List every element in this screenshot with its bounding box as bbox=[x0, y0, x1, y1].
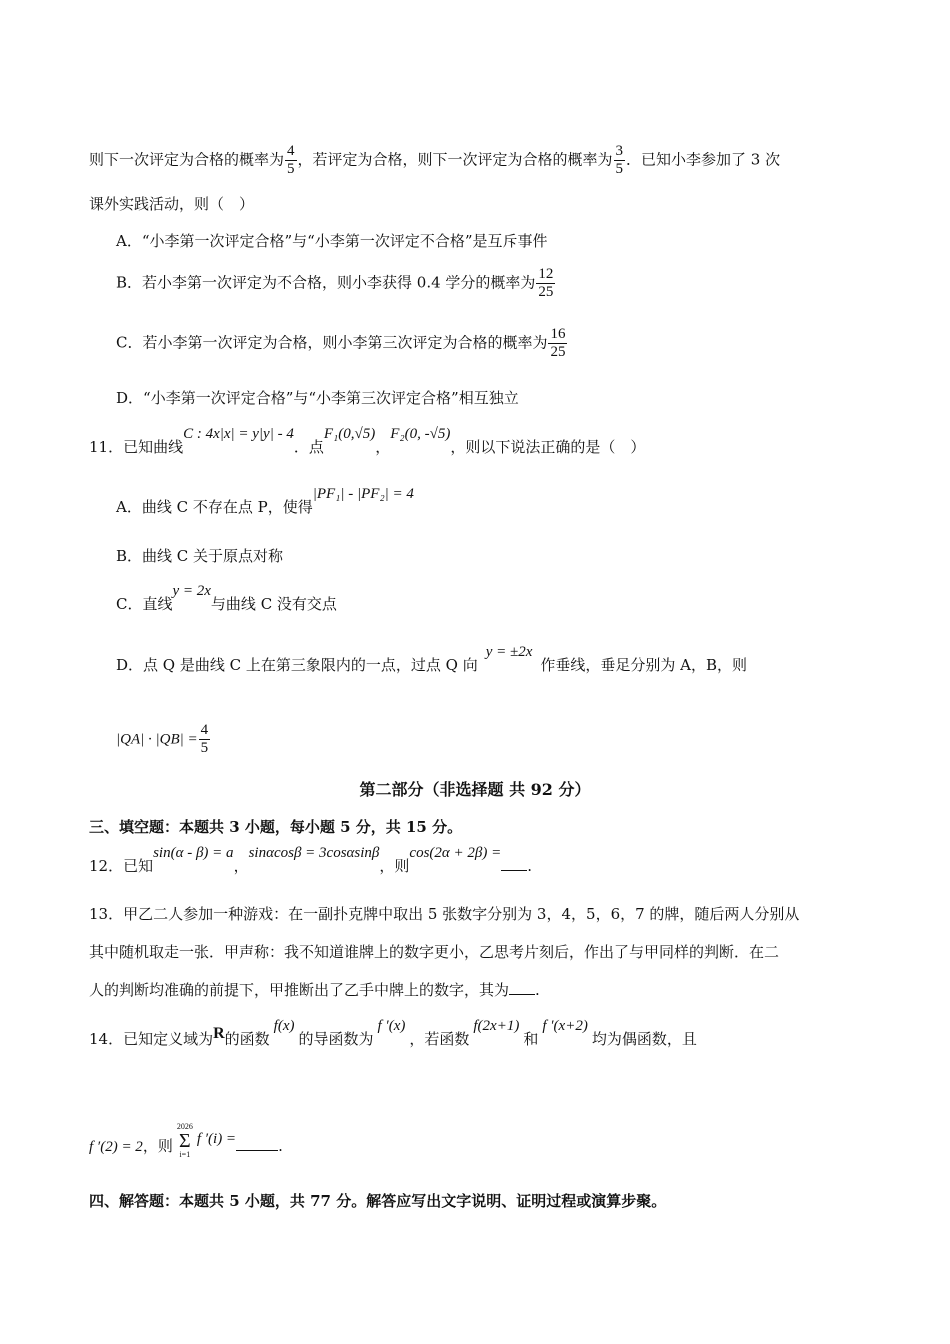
q10-text-c: ．已知小李参加了 3 次 bbox=[626, 150, 781, 169]
q12-math-3: cos(2α + 2β) = bbox=[409, 845, 502, 861]
fraction-16-25: $\frac{16}{25}$ bbox=[550, 326, 566, 360]
q10-option-d: D．“小李第一次评定合格”与“小李第三次评定合格”相互独立 bbox=[116, 389, 519, 407]
q11-option-d: D．点 Q 是曲线 C 上在第三象限内的一点，过点 Q 向y = ±2x作垂线，垂足分别为 A，B，则 bbox=[116, 644, 748, 674]
q11-lines-equation: y = ±2x bbox=[485, 644, 533, 660]
q13-line2: 其中随机取走一张．甲声称：我不知道谁牌上的数字更小，乙思考片刻后，作出了与甲同样的判断．在二 bbox=[89, 943, 780, 961]
fraction-4-5-d: $\frac{4}{5}$ bbox=[200, 722, 209, 756]
q10-option-b: B．若小李第一次评定为不合格，则小李获得 0.4 学分的概率为 $\frac{12}{25}$ bbox=[116, 266, 554, 300]
q12-answer-blank[interactable] bbox=[501, 856, 527, 871]
summation-symbol: 2026 Σ i=1 bbox=[176, 1122, 193, 1159]
fraction-12-25: $\frac{12}{25}$ bbox=[538, 266, 554, 300]
q14-line1: 14．已知定义域为R的函数f(x)的导函数为f ′(x)，若函数f(2x+1)和f ′(x+2)均为偶函数，且 bbox=[89, 1018, 697, 1048]
q14-math-fprime: f ′(x) bbox=[377, 1018, 406, 1034]
q10-option-c: C．若小李第一次评定为合格，则小李第三次评定为合格的概率为 $\frac{16}{25}$ bbox=[116, 326, 566, 360]
real-numbers-symbol: R bbox=[213, 1025, 225, 1042]
q10-text-a: 则下一次评定为合格的概率为 bbox=[89, 150, 285, 169]
q10-option-a: A．“小李第一次评定合格”与“小李第一次评定不合格”是互斥事件 bbox=[116, 232, 548, 250]
q14-math-f: f(x) bbox=[273, 1018, 295, 1034]
q14-math-fprime-x2: f ′(x+2) bbox=[542, 1018, 588, 1034]
q12: 12．已知sin(α - β) = a，sinαcosβ = 3cosαsinβ，则cos(2α + 2β) =. bbox=[89, 845, 533, 875]
q14-answer-blank[interactable] bbox=[236, 1136, 278, 1151]
q11-stem: 11．已知曲线C : 4x|x| = y|y| - 4．点F₁(0,√5)，F₂(0, -√5)，则以下说法正确的是（ ） bbox=[89, 426, 646, 456]
fraction-4-5: $\frac{4}{5}$ bbox=[287, 143, 295, 177]
fraction-3-5: $\frac{3}{5}$ bbox=[615, 143, 624, 177]
q11-focus-1: F₁(0,√5) bbox=[323, 426, 376, 442]
section4-heading: 四、解答题：本题共 5 小题，共 77 分。解答应写出文字说明、证明过程或演算步聚。 bbox=[89, 1192, 667, 1210]
q14-math-f2x1: f(2x+1) bbox=[473, 1018, 520, 1034]
q12-math-2: sinαcosβ = 3cosαsinβ bbox=[248, 845, 380, 861]
q11-option-c: C．直线y = 2x与曲线 C 没有交点 bbox=[116, 583, 337, 613]
q11-focus-2: F₂(0, -√5) bbox=[390, 426, 451, 442]
q12-math-1: sin(α - β) = a bbox=[153, 845, 234, 861]
q10-text-b: ，若评定为合格，则下一次评定为合格的概率为 bbox=[297, 150, 613, 169]
q11-option-a: A．曲线 C 不存在点 P，使得|PF₁| - |PF₂| = 4 bbox=[116, 486, 414, 516]
q11-curve-equation: C : 4x|x| = y|y| - 4 bbox=[183, 426, 294, 442]
q13-line3: 人的判断均准确的前提下，甲推断出了乙手中牌上的数字，其为 . bbox=[89, 981, 540, 999]
q11-option-d-expr: |QA| · |QB| = $\frac{4}{5}$ bbox=[116, 722, 209, 756]
q14-math-sum-term: f ′(i) = bbox=[196, 1131, 237, 1147]
q10-line2: 课外实践活动，则（ ） bbox=[89, 195, 255, 213]
q11-option-a-math: |PF₁| - |PF₂| = 4 bbox=[312, 486, 414, 502]
section3-heading: 三、填空题：本题共 3 小题，每小题 5 分，共 15 分。 bbox=[89, 818, 463, 836]
part2-title: 第二部分（非选择题 共 92 分） bbox=[359, 780, 591, 799]
q10-line1 bbox=[89, 143, 780, 178]
q13-line1: 13．甲乙二人参加一种游戏：在一副扑克牌中取出 5 张数字分别为 3，4，5，6，7 的牌，随后两人分别从 bbox=[89, 905, 800, 923]
q11-option-b: B．曲线 C 关于原点对称 bbox=[116, 547, 284, 565]
q11-line-equation: y = 2x bbox=[172, 583, 211, 599]
q14-line2: f ′(2) = 2，则 2026 Σ i=1 f ′(i) = . bbox=[89, 1122, 283, 1159]
q13-answer-blank[interactable] bbox=[509, 980, 535, 995]
q14-math-fprime2: f ′(2) = 2 bbox=[89, 1139, 143, 1155]
